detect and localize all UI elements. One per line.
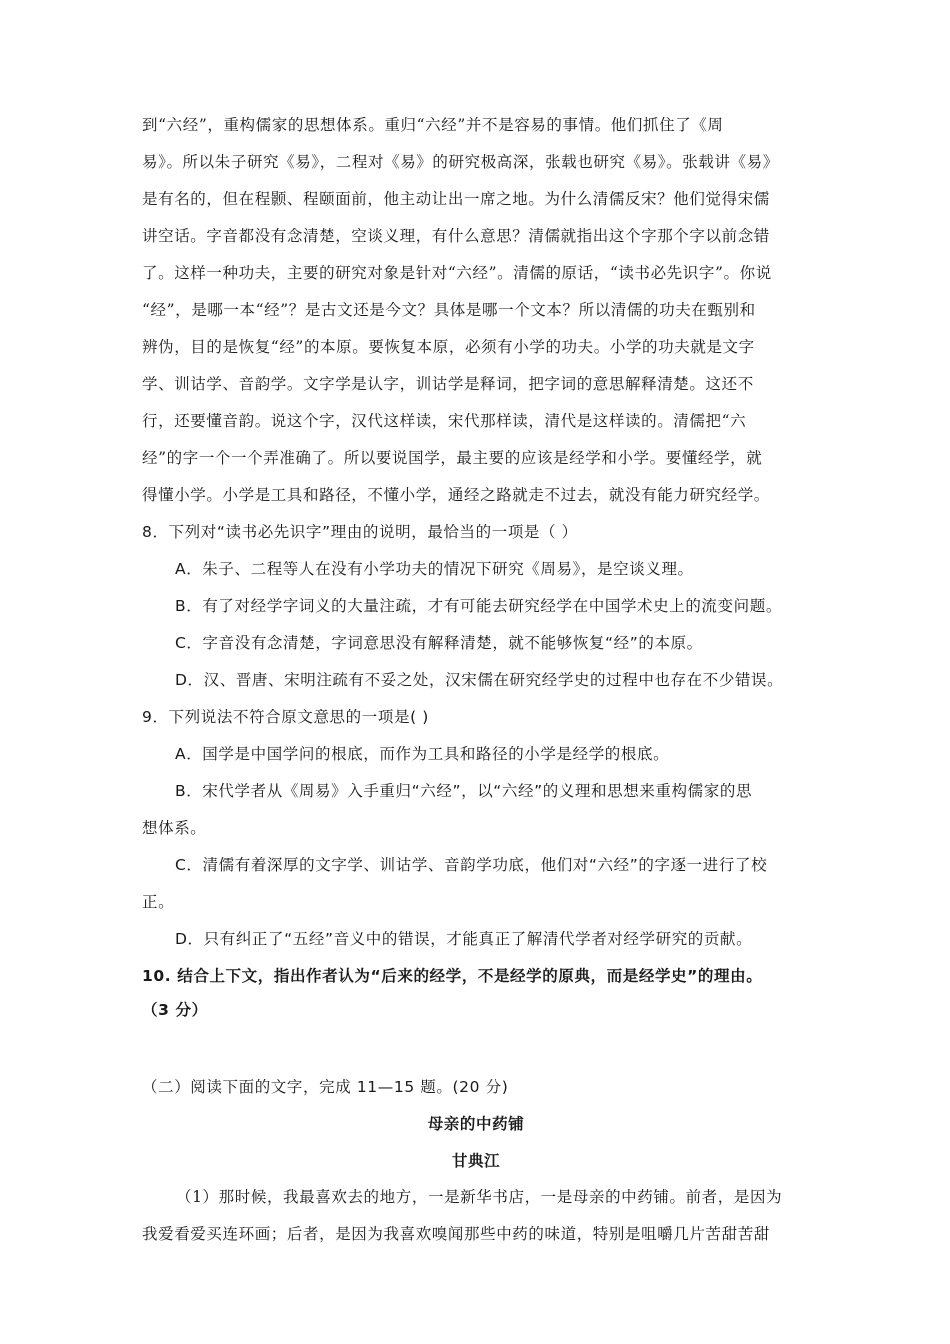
passage-line: 行，还要懂音韵。说这个字，汉代这样读，宋代那样读，清代是这样读的。清儒把“六 [142,412,747,430]
question-9-option-b-cont: 想体系。 [142,819,207,837]
passage-line: 学、训诂学、音韵学。文字学是认字，训诂学是释词，把字词的意思解释清楚。这还不 [142,375,754,393]
question-8-option-d: D．汉、晋唐、宋明注疏有不妥之处，汉宋儒在研究经学史的过程中也存在不少错误。 [175,671,784,689]
section-2-intro: （二）阅读下面的文字，完成 11—15 题。(20 分) [142,1078,509,1096]
passage-line: 了。这样一种功夫，主要的研究对象是针对“六经”。清儒的原话，“读书必先识字”。你说 [142,264,772,282]
article-paragraph-1: （1）那时候，我最喜欢去的地方，一是新华书店，一是母亲的中药铺。前者，是因为 [176,1188,783,1206]
passage-line: 经”的字一个一个弄准确了。所以要说国学，最主要的应该是经学和小学。要懂经学，就 [142,449,763,467]
passage-line: 是有名的，但在程颢、程颐面前，他主动让出一席之地。为什么清儒反宋？他们觉得宋儒 [142,190,770,208]
passage-line: 讲空话。字音都没有念清楚，空谈义理，有什么意思？清儒就指出这个字那个字以前念错 [142,227,770,245]
question-8-stem: 8．下列对“读书必先识字”理由的说明，最恰当的一项是（ ） [142,523,578,541]
question-10-stem: 10. 结合上下文，指出作者认为“后来的经学，不是经学的原典，而是经学史”的理由。 [142,967,763,985]
question-10-points: （3 分） [142,1001,208,1019]
question-8-option-b: B．有了对经学字词义的大量注疏，才有可能去研究经学在中国学术史上的流变问题。 [175,597,782,615]
passage-line: 得懂小学。小学是工具和路径，不懂小学，通经之路就走不过去，就没有能力研究经学。 [142,486,770,504]
passage-line: 到“六经”，重构儒家的思想体系。重归“六经”并不是容易的事情。他们抓住了《周 [142,116,724,134]
article-paragraph-1-cont: 我爱看爱买连环画；后者，是因为我喜欢嗅闻那些中药的味道，特别是咀嚼几片苦甜苦甜 [142,1225,770,1243]
question-8-option-c: C．字音没有念清楚，字词意思没有解释清楚，就不能够恢复“经”的本原。 [175,634,703,652]
question-9-option-c: C．清儒有着深厚的文字学、训诂学、音韵学功底，他们对“六经”的字逐一进行了校 [175,856,768,874]
article-title: 母亲的中药铺 [427,1114,525,1133]
passage-line: “经”，是哪一本“经”？是古文还是今文？具体是哪一个文本？所以清儒的功夫在甄别和 [142,301,756,319]
question-9-stem: 9．下列说法不符合原文意思的一项是( ) [142,708,429,726]
question-9-option-b: B．宋代学者从《周易》入手重归“六经”，以“六经”的义理和思想来重构儒家的思 [175,782,753,800]
question-9-option-c-cont: 正。 [142,893,175,911]
question-9-option-a: A．国学是中国学问的根底，而作为工具和路径的小学是经学的根底。 [175,745,670,763]
passage-line: 辨伪，目的是恢复“经”的本原。要恢复本原，必须有小学的功夫。小学的功夫就是文字 [142,338,755,356]
question-9-option-d: D．只有纠正了“五经”音义中的错误，才能真正了解清代学者对经学研究的贡献。 [175,930,753,948]
passage-line: 易》。所以朱子研究《易》，二程对《易》的研究极高深，张载也研究《易》。张载讲《易》 [142,153,779,171]
article-author: 甘典江 [451,1151,501,1170]
question-8-option-a: A．朱子、二程等人在没有小学功夫的情况下研究《周易》，是空谈义理。 [175,560,694,578]
